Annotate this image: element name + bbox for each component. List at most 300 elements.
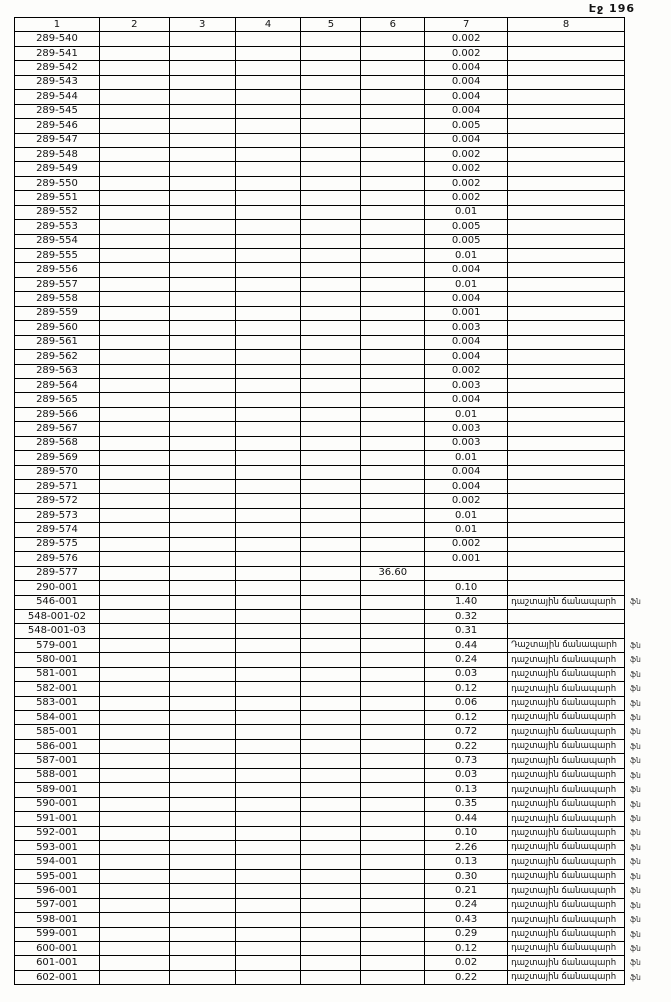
value-cell (301, 653, 361, 667)
value-cell (235, 32, 301, 46)
parcel-id-cell: 289-569 (15, 451, 100, 465)
value-cell (301, 566, 361, 580)
value-cell: 0.002 (425, 191, 508, 205)
table-row (15, 75, 671, 89)
value-cell (361, 263, 425, 277)
land-use-cell: դաշտային ճանապարհ (508, 869, 625, 883)
column-header-6: 6 (361, 18, 425, 32)
page-number-label: Էջ 196 (588, 2, 635, 15)
value-cell: 0.32 (425, 609, 508, 623)
margin-note (625, 90, 671, 104)
value-cell (235, 754, 301, 768)
value-cell (169, 75, 235, 89)
value-cell: 0.13 (425, 855, 508, 869)
table-row (15, 696, 671, 710)
value-cell (301, 46, 361, 60)
value-cell: 0.002 (425, 494, 508, 508)
table-row (15, 667, 671, 681)
value-cell (99, 249, 169, 263)
value-cell (169, 595, 235, 609)
land-use-cell (508, 249, 625, 263)
margin-note (625, 306, 671, 320)
value-cell (301, 335, 361, 349)
value-cell (301, 451, 361, 465)
value-cell (99, 61, 169, 75)
value-cell (235, 927, 301, 941)
parcel-id-cell: 289-562 (15, 350, 100, 364)
value-cell (301, 393, 361, 407)
margin-note (625, 378, 671, 392)
column-header-5: 5 (301, 18, 361, 32)
value-cell (301, 176, 361, 190)
value-cell (169, 61, 235, 75)
margin-note (625, 350, 671, 364)
value-cell: 0.01 (425, 451, 508, 465)
parcel-id-cell: 289-551 (15, 191, 100, 205)
land-use-cell (508, 277, 625, 291)
table-row (15, 884, 671, 898)
table-row (15, 480, 671, 494)
margin-note (625, 581, 671, 595)
value-cell (301, 581, 361, 595)
land-use-cell: դաշտային ճանապարհ (508, 653, 625, 667)
value-cell: 0.44 (425, 812, 508, 826)
value-cell (169, 249, 235, 263)
parcel-id-cell: 289-541 (15, 46, 100, 60)
value-cell (169, 263, 235, 277)
parcel-id-cell: 289-577 (15, 566, 100, 580)
margin-note (625, 220, 671, 234)
land-use-cell: դաշտային ճանապարհ (508, 898, 625, 912)
value-cell (169, 783, 235, 797)
table-row (15, 104, 671, 118)
value-cell (99, 711, 169, 725)
land-use-cell (508, 581, 625, 595)
value-cell (301, 220, 361, 234)
value-cell (169, 277, 235, 291)
table-row (15, 812, 671, 826)
parcel-id-cell: 588-001 (15, 768, 100, 782)
value-cell: 0.004 (425, 61, 508, 75)
value-cell: 0.002 (425, 537, 508, 551)
value-cell (235, 205, 301, 219)
margin-note: ֆն (630, 640, 641, 650)
value-cell (235, 147, 301, 161)
value-cell (235, 566, 301, 580)
value-cell (99, 277, 169, 291)
value-cell (361, 422, 425, 436)
land-use-cell (508, 75, 625, 89)
value-cell (361, 306, 425, 320)
value-cell: 0.004 (425, 292, 508, 306)
land-use-cell (508, 234, 625, 248)
value-cell (235, 638, 301, 652)
value-cell (235, 249, 301, 263)
table-row (15, 422, 671, 436)
value-cell (235, 90, 301, 104)
value-cell: 0.22 (425, 739, 508, 753)
value-cell (99, 119, 169, 133)
value-cell (361, 451, 425, 465)
table-row (15, 407, 671, 421)
value-cell (361, 436, 425, 450)
value-cell (361, 465, 425, 479)
value-cell (235, 783, 301, 797)
value-cell: 36.60 (361, 566, 425, 580)
land-use-cell (508, 364, 625, 378)
table-row (15, 364, 671, 378)
table-header-row (15, 18, 671, 32)
value-cell (301, 205, 361, 219)
table-row (15, 147, 671, 161)
value-cell (361, 508, 425, 522)
land-use-cell (508, 61, 625, 75)
value-cell (301, 913, 361, 927)
table-row (15, 739, 671, 753)
table-row (15, 306, 671, 320)
parcel-id-cell: 289-552 (15, 205, 100, 219)
margin-note (625, 624, 671, 638)
value-cell: 0.001 (425, 306, 508, 320)
value-cell (169, 638, 235, 652)
value-cell (361, 176, 425, 190)
value-cell (235, 682, 301, 696)
value-cell: 0.004 (425, 350, 508, 364)
value-cell (361, 812, 425, 826)
value-cell (169, 335, 235, 349)
value-cell (361, 249, 425, 263)
value-cell (235, 523, 301, 537)
value-cell (99, 436, 169, 450)
margin-note: ֆն (630, 871, 641, 881)
table-row (15, 942, 671, 956)
value-cell (235, 436, 301, 450)
value-cell (235, 321, 301, 335)
value-cell (169, 176, 235, 190)
margin-note (625, 465, 671, 479)
value-cell (99, 364, 169, 378)
value-cell: 0.30 (425, 869, 508, 883)
value-cell (169, 191, 235, 205)
value-cell: 0.004 (425, 133, 508, 147)
value-cell: 0.22 (425, 970, 508, 984)
value-cell (169, 46, 235, 60)
value-cell: 0.43 (425, 913, 508, 927)
land-use-cell (508, 162, 625, 176)
value-cell (169, 826, 235, 840)
value-cell (235, 537, 301, 551)
value-cell (235, 133, 301, 147)
value-cell (301, 422, 361, 436)
value-cell (169, 147, 235, 161)
value-cell (361, 725, 425, 739)
value-cell (235, 711, 301, 725)
value-cell: 0.004 (425, 90, 508, 104)
value-cell: 0.44 (425, 638, 508, 652)
margin-note: ֆն (630, 857, 641, 867)
margin-note (625, 508, 671, 522)
land-use-cell: դաշտային ճանապարհ (508, 956, 625, 970)
table-row (15, 927, 671, 941)
value-cell: 0.004 (425, 104, 508, 118)
value-cell (301, 855, 361, 869)
value-cell (301, 364, 361, 378)
value-cell (235, 61, 301, 75)
value-cell (235, 422, 301, 436)
value-cell (99, 393, 169, 407)
table-row (15, 855, 671, 869)
value-cell (169, 407, 235, 421)
value-cell (301, 595, 361, 609)
value-cell (301, 812, 361, 826)
value-cell (169, 653, 235, 667)
table-row (15, 638, 671, 652)
value-cell (361, 364, 425, 378)
value-cell: 2.26 (425, 840, 508, 854)
parcel-id-cell: 289-543 (15, 75, 100, 89)
land-use-cell (508, 32, 625, 46)
value-cell (99, 667, 169, 681)
land-use-cell (508, 451, 625, 465)
value-cell (361, 277, 425, 291)
value-cell (361, 220, 425, 234)
land-use-cell (508, 436, 625, 450)
value-cell (361, 696, 425, 710)
value-cell (301, 508, 361, 522)
table-row (15, 494, 671, 508)
parcel-id-cell: 599-001 (15, 927, 100, 941)
value-cell (361, 653, 425, 667)
margin-note (625, 191, 671, 205)
parcel-id-cell: 289-540 (15, 32, 100, 46)
parcel-id-cell: 593-001 (15, 840, 100, 854)
parcel-id-cell: 598-001 (15, 913, 100, 927)
value-cell: 0.005 (425, 119, 508, 133)
margin-note: ֆն (630, 655, 641, 665)
margin-note (625, 32, 671, 46)
value-cell (235, 119, 301, 133)
table-row (15, 277, 671, 291)
value-cell (361, 321, 425, 335)
value-cell (169, 739, 235, 753)
table-row (15, 451, 671, 465)
value-cell (99, 884, 169, 898)
margin-note (625, 436, 671, 450)
margin-note: ֆն (630, 741, 641, 751)
margin-note (625, 566, 671, 580)
value-cell (99, 581, 169, 595)
land-use-cell: դաշտային ճանապարհ (508, 667, 625, 681)
value-cell (169, 956, 235, 970)
table-row (15, 595, 671, 609)
value-cell (99, 913, 169, 927)
value-cell (99, 624, 169, 638)
value-cell (235, 176, 301, 190)
value-cell (301, 826, 361, 840)
value-cell (235, 884, 301, 898)
value-cell (425, 566, 508, 580)
value-cell (169, 378, 235, 392)
value-cell (361, 913, 425, 927)
value-cell (235, 725, 301, 739)
value-cell (235, 653, 301, 667)
value-cell: 0.005 (425, 234, 508, 248)
land-use-cell: դաշտային ճանապարհ (508, 913, 625, 927)
table-row (15, 552, 671, 566)
land-use-cell (508, 465, 625, 479)
parcel-id-cell: 548-001-02 (15, 609, 100, 623)
value-cell (99, 422, 169, 436)
parcel-id-cell: 289-544 (15, 90, 100, 104)
land-use-cell (508, 422, 625, 436)
land-use-cell: դաշտային ճանապարհ (508, 725, 625, 739)
margin-note (625, 61, 671, 75)
margin-note: ֆն (630, 886, 641, 896)
value-cell: 0.002 (425, 162, 508, 176)
value-cell (301, 754, 361, 768)
table-row (15, 537, 671, 551)
value-cell (99, 220, 169, 234)
value-cell (301, 609, 361, 623)
table-row (15, 234, 671, 248)
value-cell (169, 812, 235, 826)
land-parcel-table (14, 17, 671, 985)
value-cell (361, 768, 425, 782)
value-cell (235, 220, 301, 234)
value-cell (99, 205, 169, 219)
parcel-id-cell: 289-566 (15, 407, 100, 421)
margin-note: ֆն (630, 727, 641, 737)
value-cell (361, 90, 425, 104)
margin-note (625, 494, 671, 508)
value-cell (99, 812, 169, 826)
value-cell (99, 768, 169, 782)
value-cell (169, 797, 235, 811)
value-cell (169, 508, 235, 522)
table-row (15, 898, 671, 912)
parcel-id-cell: 289-564 (15, 378, 100, 392)
value-cell (235, 595, 301, 609)
value-cell (301, 942, 361, 956)
value-cell (361, 855, 425, 869)
land-use-cell (508, 508, 625, 522)
land-use-cell (508, 393, 625, 407)
value-cell (169, 480, 235, 494)
value-cell (99, 306, 169, 320)
parcel-id-cell: 583-001 (15, 696, 100, 710)
value-cell (235, 812, 301, 826)
margin-note: ֆն (630, 770, 641, 780)
land-use-cell (508, 220, 625, 234)
value-cell (235, 263, 301, 277)
value-cell (99, 75, 169, 89)
value-cell (169, 364, 235, 378)
margin-note (625, 277, 671, 291)
land-use-cell: դաշտային ճանապարհ (508, 840, 625, 854)
value-cell (99, 595, 169, 609)
table-row (15, 119, 671, 133)
table-row (15, 508, 671, 522)
margin-note (625, 104, 671, 118)
value-cell: 0.13 (425, 783, 508, 797)
value-cell (235, 350, 301, 364)
value-cell (235, 364, 301, 378)
margin-note (625, 537, 671, 551)
value-cell (169, 711, 235, 725)
value-cell (301, 552, 361, 566)
land-use-cell: դաշտային ճանապարհ (508, 739, 625, 753)
value-cell (235, 277, 301, 291)
value-cell (361, 956, 425, 970)
value-cell (99, 855, 169, 869)
margin-note (625, 335, 671, 349)
value-cell: 0.01 (425, 407, 508, 421)
value-cell (235, 191, 301, 205)
value-cell (361, 595, 425, 609)
land-use-cell: դաշտային ճանապարհ (508, 970, 625, 984)
value-cell (301, 624, 361, 638)
value-cell (99, 609, 169, 623)
value-cell (301, 350, 361, 364)
value-cell (99, 638, 169, 652)
value-cell (361, 494, 425, 508)
value-cell (301, 783, 361, 797)
margin-note (625, 552, 671, 566)
value-cell (361, 581, 425, 595)
value-cell (301, 133, 361, 147)
parcel-id-cell: 289-575 (15, 537, 100, 551)
value-cell (99, 378, 169, 392)
value-cell (361, 739, 425, 753)
table-row (15, 220, 671, 234)
value-cell (235, 292, 301, 306)
value-cell (99, 508, 169, 522)
land-use-cell (508, 335, 625, 349)
parcel-id-cell: 602-001 (15, 970, 100, 984)
value-cell (169, 32, 235, 46)
parcel-id-cell: 289-561 (15, 335, 100, 349)
parcel-id-cell: 289-559 (15, 306, 100, 320)
land-use-cell: դաշտային ճանապարհ (508, 754, 625, 768)
value-cell: 0.24 (425, 898, 508, 912)
parcel-id-cell: 591-001 (15, 812, 100, 826)
value-cell (361, 609, 425, 623)
value-cell (99, 451, 169, 465)
value-cell (99, 653, 169, 667)
value-cell: 0.03 (425, 768, 508, 782)
value-cell (361, 754, 425, 768)
value-cell (361, 537, 425, 551)
parcel-id-cell: 580-001 (15, 653, 100, 667)
margin-note (625, 162, 671, 176)
value-cell (235, 378, 301, 392)
table-body (15, 32, 671, 985)
parcel-id-cell: 587-001 (15, 754, 100, 768)
value-cell (99, 350, 169, 364)
value-cell (301, 321, 361, 335)
parcel-id-cell: 289-563 (15, 364, 100, 378)
parcel-id-cell: 290-001 (15, 581, 100, 595)
value-cell (361, 119, 425, 133)
value-cell (235, 494, 301, 508)
value-cell (361, 667, 425, 681)
value-cell (169, 566, 235, 580)
value-cell (301, 480, 361, 494)
margin-note: ֆն (630, 958, 641, 968)
value-cell (301, 75, 361, 89)
value-cell: 0.004 (425, 263, 508, 277)
table-row (15, 913, 671, 927)
